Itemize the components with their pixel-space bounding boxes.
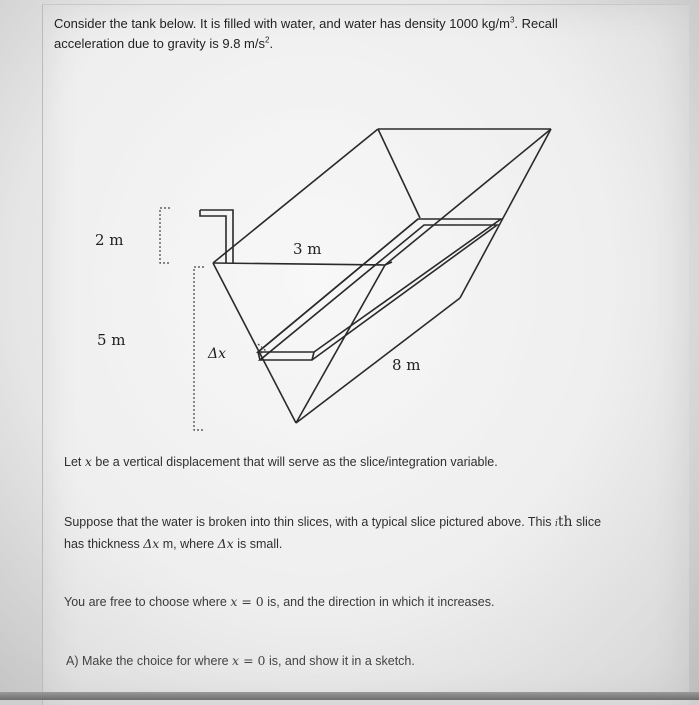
- label-3m: 3 m: [293, 240, 322, 258]
- dim-2m-bracket: [160, 208, 170, 263]
- var-dx-2: Δx: [217, 536, 234, 551]
- rim-top-front: [213, 263, 385, 265]
- bottom-ridge: [296, 298, 460, 423]
- let-paragraph: Let x be a vertical displacement that will serve as the slice/integration variable.: [64, 454, 498, 469]
- intro-sup-2: 2: [265, 35, 270, 45]
- intro-line1-end: . Recall: [514, 16, 558, 31]
- label-5m: 5 m: [97, 331, 126, 349]
- slice-paragraph: Suppose that the water is broken into thin slices, with a typical slice pictured above. This ith slice has thickness Δx m, where Δx is small.: [64, 514, 602, 551]
- back-end-right: [460, 129, 551, 298]
- intro-sup-3: 3: [509, 15, 515, 25]
- var-i: i: [555, 519, 558, 529]
- intro-line1: Consider the tank below. It is filled with water, and water has density 1000 kg/m: [54, 16, 510, 31]
- free-choice-paragraph: You are free to choose where x = 0 is, and the direction in which it increases.: [64, 594, 495, 609]
- var-dx: Δx: [143, 536, 160, 551]
- label-2m: 2 m: [95, 231, 124, 249]
- label-dx: Δx: [208, 346, 227, 362]
- part-a-paragraph: A) Make the choice for where x = 0 is, and show it in a sketch.: [66, 653, 415, 668]
- screen-bottom-edge: [0, 692, 699, 700]
- dim-5m-bracket: [194, 267, 204, 430]
- front-end-left: [213, 263, 296, 423]
- intro-line2-end: .: [269, 36, 274, 51]
- slice-left-rail: [258, 219, 418, 352]
- label-8m: 8 m: [392, 356, 421, 374]
- front-end-right: [296, 265, 385, 423]
- intro-line2: acceleration due to gravity is 9.8 m/s: [54, 36, 265, 51]
- var-x: x: [84, 454, 92, 469]
- outlet-pipe: [200, 210, 233, 263]
- back-end-left: [378, 129, 420, 218]
